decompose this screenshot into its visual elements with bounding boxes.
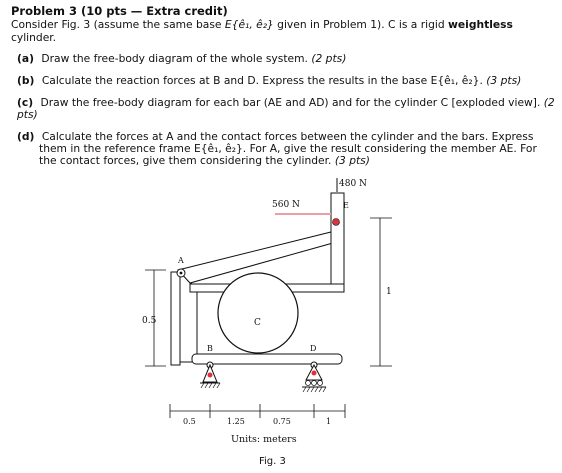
question-points: (2 pts) (311, 52, 347, 65)
pin-a (177, 269, 185, 277)
question-label: (d) (17, 130, 35, 143)
units-note: Units: meters (231, 434, 297, 445)
support-d (302, 362, 326, 392)
intro-part-b: given in Problem 1). (273, 18, 388, 31)
label-b: B (207, 344, 213, 353)
intro-base: E{ê₁, ê₂} (224, 18, 274, 31)
label-c: C (254, 318, 261, 328)
label-a: A (178, 256, 184, 265)
bar-ad (192, 354, 342, 364)
question-label: (b) (17, 74, 35, 87)
label-e: E (343, 201, 349, 210)
question-text: Draw the free-body diagram for each bar (AE and AD) and for the cylinder C [exploded view]. (40, 96, 541, 109)
dim-left-label: 0.5 (142, 316, 157, 326)
load-560-label: 560 N (272, 200, 300, 210)
problem-title: Problem 3 (10 pts — Extra credit) (11, 4, 228, 18)
dimension-bottom (170, 404, 345, 418)
cylinder-c (218, 273, 298, 353)
load-480-label: 480 N (339, 179, 367, 189)
question-points: (3 pts) (334, 154, 370, 167)
question-points: (3 pts) (486, 74, 522, 87)
question-text: Draw the free-body diagram of the whole system. (41, 52, 308, 65)
figure-caption: Fig. 3 (259, 456, 286, 467)
question-label: (c) (17, 96, 34, 109)
dim-right-label: 1 (386, 287, 392, 297)
intro-bold: weightless (448, 18, 513, 31)
question-text: Calculate the reaction forces at B and D. Express the results in the base E{ê₁, ê₂}. (41, 74, 483, 87)
intro-part-c: C is a rigid (388, 18, 449, 31)
support-b (200, 362, 220, 388)
question-label: (a) (17, 52, 34, 65)
question-points: (2 pts) (17, 96, 555, 121)
label-d: D (310, 344, 317, 353)
joint-e-marker (333, 219, 340, 226)
question-text: Calculate the forces at A and the contact forces between the cylinder and the bars. Express them in the reference frame E{ê₁, ê₂}. For A, give the result considering the member AE. For the contact forces, give them considering the cylinder. (39, 130, 537, 167)
dim-bottom-05: 0.5 (183, 417, 196, 426)
dim-bottom-1: 1 (326, 417, 332, 426)
dim-bottom-075: 0.75 (273, 417, 291, 426)
intro-part-d: cylinder. (11, 31, 57, 44)
intro-part-a: Consider Fig. 3 (assume the same base (11, 18, 225, 31)
dim-bottom-125: 1.25 (227, 417, 245, 426)
